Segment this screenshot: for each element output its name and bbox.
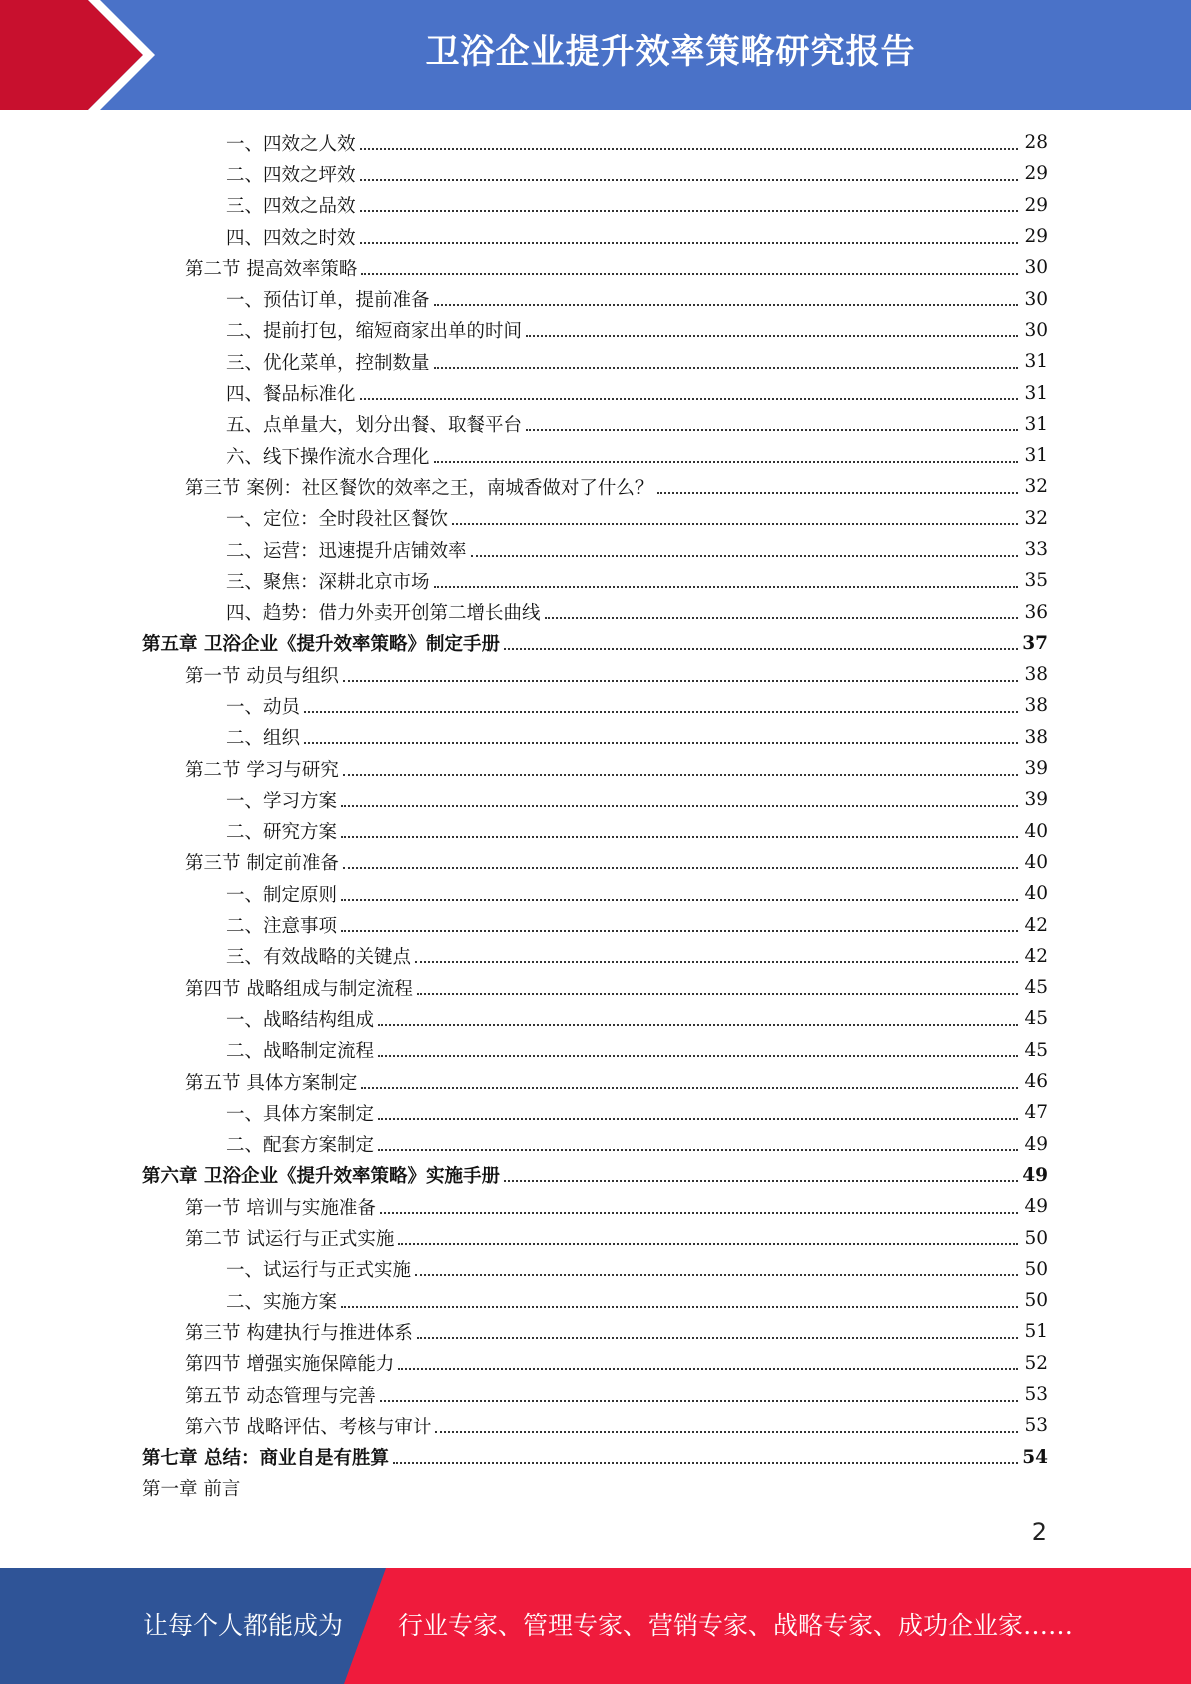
- toc-entry-page: 42: [1024, 945, 1048, 967]
- toc-entry-page: 30: [1024, 319, 1048, 341]
- toc-entry-label: 第二节 学习与研究: [185, 759, 339, 781]
- toc-entry[interactable]: [0, 753, 1191, 784]
- toc-dot-leader: [398, 1243, 1018, 1245]
- toc-entry[interactable]: [0, 1316, 1191, 1347]
- toc-entry-page: 52: [1024, 1352, 1048, 1374]
- toc-entry-label: 一、动员: [226, 696, 301, 718]
- toc-dot-leader: [304, 742, 1018, 744]
- toc-dot-leader: [393, 1462, 1018, 1464]
- toc-entry[interactable]: [0, 534, 1191, 565]
- toc-dot-leader: [398, 1368, 1018, 1370]
- toc-entry-label: 二、组织: [226, 728, 301, 750]
- toc-entry-page: 38: [1024, 664, 1048, 686]
- toc-entry[interactable]: [0, 440, 1191, 471]
- toc-entry-page: 37: [1022, 632, 1048, 654]
- toc-entry-page: 53: [1024, 1415, 1048, 1437]
- toc-dot-leader: [545, 617, 1018, 619]
- toc-entry-label: 第五节 具体方案制定: [185, 1072, 358, 1094]
- table-of-contents: [0, 127, 1191, 1504]
- toc-entry[interactable]: [0, 1348, 1191, 1379]
- toc-dot-leader: [341, 899, 1018, 901]
- toc-entry-label: 二、提前打包，缩短商家出单的时间: [226, 321, 523, 343]
- toc-dot-leader: [360, 179, 1018, 181]
- toc-entry[interactable]: [0, 659, 1191, 690]
- toc-entry[interactable]: [0, 1473, 1191, 1504]
- toc-dot-leader: [343, 867, 1018, 869]
- toc-dot-leader: [360, 242, 1018, 244]
- toc-entry[interactable]: [0, 377, 1191, 408]
- toc-entry[interactable]: [0, 1410, 1191, 1441]
- toc-entry-label: 一、定位：全时段社区餐饮: [226, 509, 449, 531]
- toc-entry[interactable]: [0, 941, 1191, 972]
- toc-entry-label: 第三节 制定前准备: [185, 853, 339, 875]
- footer-slogan-left: 让每个人都能成为: [143, 1611, 344, 1640]
- toc-entry[interactable]: [0, 1035, 1191, 1066]
- toc-entry-label: 三、有效战略的关键点: [226, 947, 412, 969]
- toc-entry-label: 四、四效之时效: [226, 227, 356, 249]
- toc-entry-label: 一、试运行与正式实施: [226, 1260, 412, 1282]
- toc-entry-page: 36: [1024, 601, 1048, 623]
- toc-dot-leader: [341, 836, 1018, 838]
- toc-entry-label: 四、餐品标准化: [226, 384, 356, 406]
- toc-entry-page: 49: [1022, 1164, 1048, 1186]
- toc-dot-leader: [343, 680, 1018, 682]
- toc-entry[interactable]: [0, 1222, 1191, 1253]
- toc-dot-leader: [452, 523, 1018, 525]
- toc-entry-page: 50: [1024, 1258, 1048, 1280]
- toc-entry-page: 31: [1024, 413, 1048, 435]
- toc-entry-page: 39: [1024, 789, 1048, 811]
- toc-entry[interactable]: [0, 1129, 1191, 1160]
- toc-dot-leader: [341, 930, 1018, 932]
- toc-entry[interactable]: [0, 690, 1191, 721]
- toc-dot-leader: [378, 1024, 1018, 1026]
- toc-entry-page: 32: [1024, 476, 1048, 498]
- toc-entry-label: 五、点单量大，划分出餐、取餐平台: [226, 415, 523, 437]
- toc-dot-leader: [378, 1118, 1018, 1120]
- toc-entry-page: 31: [1024, 351, 1048, 373]
- toc-entry-label: 二、注意事项: [226, 916, 338, 938]
- toc-dot-leader: [526, 429, 1018, 431]
- toc-entry[interactable]: [0, 190, 1191, 221]
- toc-dot-leader: [434, 304, 1018, 306]
- toc-dot-leader: [341, 805, 1018, 807]
- page-number: 2: [1031, 1518, 1047, 1546]
- toc-entry[interactable]: [0, 816, 1191, 847]
- toc-entry-label: 三、四效之品效: [226, 196, 356, 218]
- toc-entry-page: 49: [1024, 1133, 1048, 1155]
- toc-entry-label: 第一节 动员与组织: [185, 665, 339, 687]
- toc-entry-label: 第六章 卫浴企业《提升效率策略》实施手册: [142, 1166, 500, 1188]
- toc-dot-leader: [360, 398, 1018, 400]
- toc-dot-leader: [378, 1055, 1018, 1057]
- toc-entry[interactable]: [0, 1003, 1191, 1034]
- header-banner: [0, 0, 1191, 110]
- toc-entry-label: 一、制定原则: [226, 884, 338, 906]
- toc-dot-leader: [343, 774, 1018, 776]
- toc-entry-page: 50: [1024, 1290, 1048, 1312]
- toc-entry-label: 第三节 构建执行与推进体系: [185, 1322, 413, 1344]
- toc-entry-label: 第二节 试运行与正式实施: [185, 1229, 395, 1251]
- toc-dot-leader: [471, 555, 1018, 557]
- toc-entry-label: 一、具体方案制定: [226, 1103, 375, 1125]
- toc-entry-label: 二、战略制定流程: [226, 1041, 375, 1063]
- toc-entry[interactable]: [0, 503, 1191, 534]
- toc-entry-label: 一、学习方案: [226, 790, 338, 812]
- toc-entry[interactable]: [0, 847, 1191, 878]
- toc-entry[interactable]: [0, 471, 1191, 502]
- toc-entry-label: 第五章 卫浴企业《提升效率策略》制定手册: [142, 634, 500, 656]
- toc-entry[interactable]: [0, 315, 1191, 346]
- toc-dot-leader: [434, 367, 1018, 369]
- toc-entry-label: 一、战略结构组成: [226, 1009, 375, 1031]
- toc-entry[interactable]: [0, 565, 1191, 596]
- toc-entry-page: 39: [1024, 758, 1048, 780]
- toc-entry[interactable]: [0, 346, 1191, 377]
- toc-entry-page: 32: [1024, 507, 1048, 529]
- toc-entry[interactable]: [0, 722, 1191, 753]
- toc-dot-leader: [435, 1431, 1018, 1433]
- toc-dot-leader: [361, 273, 1018, 275]
- toc-entry-page: 40: [1024, 820, 1048, 842]
- toc-entry[interactable]: [0, 221, 1191, 252]
- toc-entry-page: 53: [1024, 1384, 1048, 1406]
- toc-entry-label: 第六节 战略评估、考核与审计: [185, 1416, 432, 1438]
- toc-entry-label: 第七章 总结：商业自是有胜算: [142, 1448, 389, 1470]
- toc-dot-leader: [526, 335, 1018, 337]
- toc-entry[interactable]: [0, 628, 1191, 659]
- toc-entry-page: 30: [1024, 288, 1048, 310]
- toc-dot-leader: [360, 148, 1018, 150]
- footer-slogan-right: 行业专家、管理专家、营销专家、战略专家、成功企业家……: [398, 1611, 1074, 1640]
- toc-entry-page: 54: [1022, 1446, 1048, 1468]
- toc-dot-leader: [361, 1087, 1018, 1089]
- toc-entry-label: 二、运营：迅速提升店铺效率: [226, 540, 467, 562]
- toc-entry-page: 30: [1024, 257, 1048, 279]
- toc-entry-label: 二、研究方案: [226, 822, 338, 844]
- toc-entry-page: 40: [1024, 883, 1048, 905]
- toc-entry-label: 第四节 增强实施保障能力: [185, 1354, 395, 1376]
- toc-entry-page: 29: [1024, 163, 1048, 185]
- toc-dot-leader: [657, 492, 1018, 494]
- toc-entry[interactable]: [0, 409, 1191, 440]
- report-title: 卫浴企业提升效率策略研究报告: [425, 32, 916, 72]
- toc-entry-label: 第三节 案例：社区餐饮的效率之王，南城香做对了什么？: [185, 477, 654, 499]
- toc-dot-leader: [304, 711, 1018, 713]
- toc-entry-label: 六、线下操作流水合理化: [226, 446, 430, 468]
- toc-dot-leader: [504, 648, 1018, 650]
- toc-entry[interactable]: [0, 283, 1191, 314]
- toc-entry-label: 三、优化菜单，控制数量: [226, 352, 430, 374]
- toc-entry-page: 33: [1024, 539, 1048, 560]
- toc-entry[interactable]: [0, 1160, 1191, 1191]
- toc-entry-page: 50: [1024, 1227, 1048, 1249]
- toc-dot-leader: [380, 1212, 1018, 1214]
- toc-entry-label: 二、配套方案制定: [226, 1135, 375, 1157]
- toc-entry[interactable]: [0, 1441, 1191, 1472]
- toc-entry[interactable]: [0, 158, 1191, 189]
- toc-entry-page: 42: [1024, 914, 1048, 936]
- toc-entry-page: 40: [1024, 851, 1048, 873]
- toc-entry[interactable]: [0, 1191, 1191, 1222]
- toc-entry-page: 47: [1024, 1102, 1048, 1124]
- toc-entry-page: 45: [1024, 1008, 1048, 1030]
- toc-entry-label: 一、四效之人效: [226, 133, 356, 155]
- toc-dot-leader: [360, 210, 1018, 212]
- toc-entry-page: 29: [1024, 226, 1048, 248]
- toc-entry-label: 第一节 培训与实施准备: [185, 1197, 376, 1219]
- toc-entry[interactable]: [0, 784, 1191, 815]
- toc-entry-label: 第二节 提高效率策略: [185, 258, 358, 280]
- toc-entry-page: 35: [1024, 570, 1048, 592]
- toc-entry-page: 29: [1024, 194, 1048, 216]
- toc-entry[interactable]: [0, 252, 1191, 283]
- toc-entry-page: 45: [1024, 1039, 1048, 1061]
- toc-entry-label: 二、实施方案: [226, 1291, 338, 1313]
- toc-entry-label: 第四节 战略组成与制定流程: [185, 978, 413, 1000]
- toc-entry[interactable]: [0, 878, 1191, 909]
- toc-dot-leader: [434, 461, 1018, 463]
- toc-entry-page: 51: [1024, 1321, 1048, 1343]
- toc-entry-label: 一、预估订单，提前准备: [226, 290, 430, 312]
- toc-entry-page: 28: [1024, 132, 1048, 154]
- toc-entry[interactable]: [0, 972, 1191, 1003]
- toc-entry[interactable]: [0, 1254, 1191, 1285]
- toc-dot-leader: [417, 1337, 1018, 1339]
- toc-dot-leader: [380, 1400, 1018, 1402]
- footer-banner: [0, 1568, 1191, 1684]
- toc-entry-label: 三、聚焦：深耕北京市场: [226, 571, 430, 593]
- toc-dot-leader: [504, 1180, 1018, 1182]
- toc-entry-page: 38: [1024, 726, 1048, 748]
- toc-dot-leader: [415, 1274, 1018, 1276]
- toc-entry[interactable]: [0, 1066, 1191, 1097]
- toc-entry-page: 31: [1024, 445, 1048, 467]
- toc-entry-label: 四、趋势：借力外卖开创第二增长曲线: [226, 603, 541, 625]
- toc-entry[interactable]: [0, 1379, 1191, 1410]
- toc-entry-page: 46: [1024, 1071, 1048, 1093]
- toc-entry[interactable]: [0, 127, 1191, 158]
- toc-entry[interactable]: [0, 1097, 1191, 1128]
- toc-entry[interactable]: [0, 1285, 1191, 1316]
- toc-entry-page: 38: [1024, 695, 1048, 717]
- toc-entry-page: 45: [1024, 977, 1048, 999]
- toc-dot-leader: [434, 586, 1018, 588]
- toc-entry-page: 49: [1024, 1196, 1048, 1218]
- toc-dot-leader: [415, 961, 1018, 963]
- toc-entry-label: 第一章 前言: [142, 1479, 241, 1501]
- toc-dot-leader: [378, 1149, 1018, 1151]
- toc-dot-leader: [341, 1306, 1018, 1308]
- toc-dot-leader: [417, 993, 1018, 995]
- toc-entry-label: 二、四效之坪效: [226, 164, 356, 186]
- toc-entry[interactable]: [0, 909, 1191, 940]
- toc-entry-page: 31: [1024, 382, 1048, 404]
- toc-entry[interactable]: [0, 596, 1191, 627]
- toc-entry-label: 第五节 动态管理与完善: [185, 1385, 376, 1407]
